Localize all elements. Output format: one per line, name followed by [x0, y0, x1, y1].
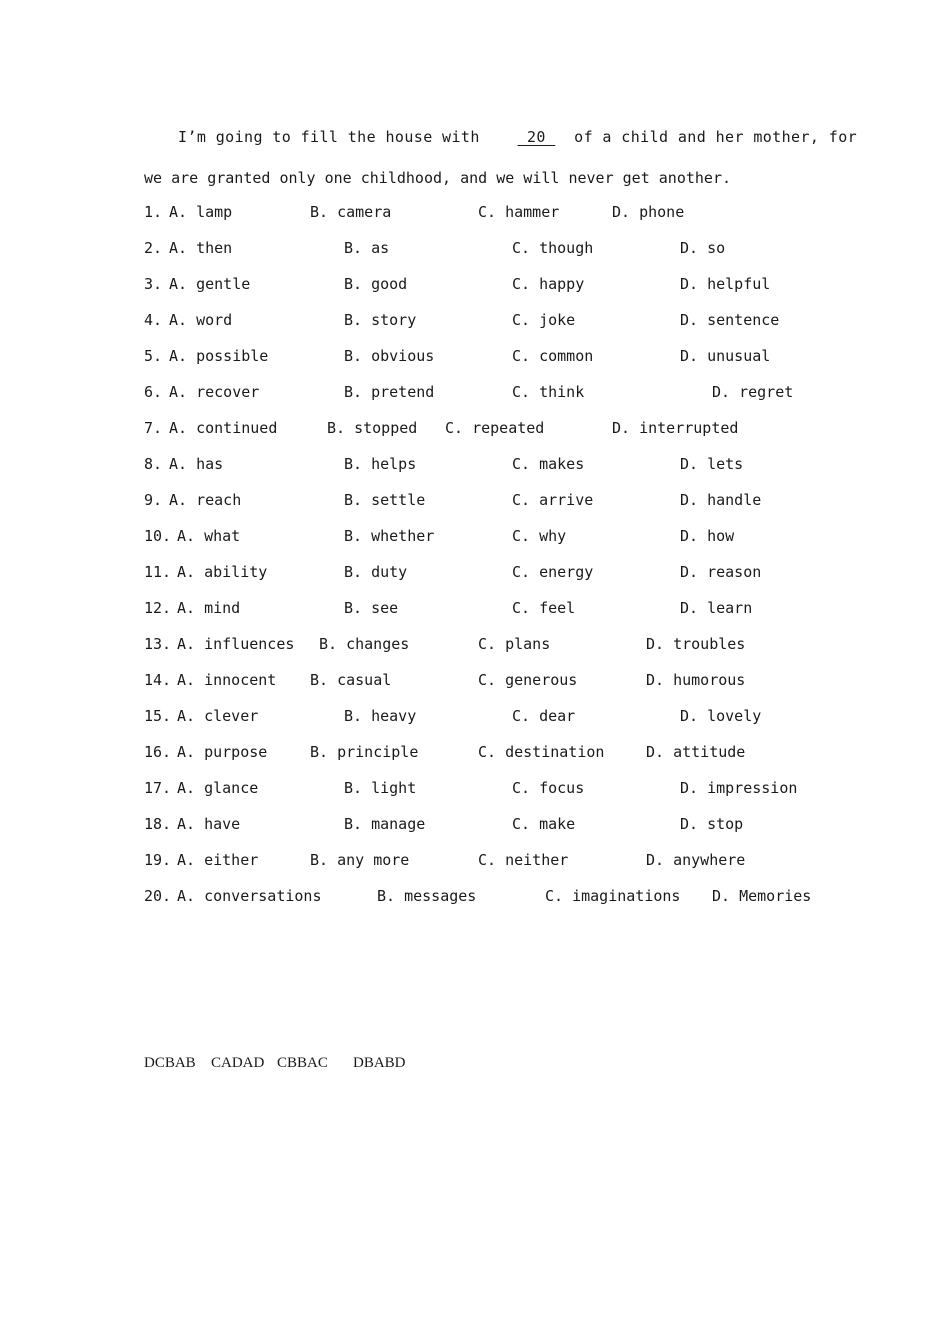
option-c: C. think [512, 383, 585, 401]
option-b: B. whether [344, 527, 435, 545]
option-b: B. casual [310, 671, 392, 689]
option-c: C. imaginations [545, 887, 681, 905]
question-number: 14. [144, 671, 172, 689]
option-b: B. pretend [344, 383, 435, 401]
question-number: 6. [144, 383, 163, 401]
option-b: B. camera [310, 203, 392, 221]
option-d: D. anywhere [646, 851, 746, 869]
question-number: 17. [144, 779, 172, 797]
option-a: A. influences [177, 635, 295, 653]
option-d: D. so [680, 239, 726, 257]
option-d: D. attitude [646, 743, 746, 761]
option-d: D. regret [712, 383, 794, 401]
option-d: D. lets [680, 455, 744, 473]
question-number: 9. [144, 491, 163, 509]
option-a: A. ability [177, 563, 268, 581]
option-a: A. lamp [169, 203, 233, 221]
option-a: A. have [177, 815, 241, 833]
option-d: D. reason [680, 563, 762, 581]
option-a: A. possible [169, 347, 269, 365]
option-b: B. stopped [327, 419, 418, 437]
option-c: C. makes [512, 455, 585, 473]
option-c: C. make [512, 815, 576, 833]
option-a: A. mind [177, 599, 241, 617]
option-d: D. how [680, 527, 735, 545]
option-a: A. glance [177, 779, 259, 797]
question-number: 15. [144, 707, 172, 725]
answer-group-2: CADAD [211, 1055, 265, 1071]
option-d: D. stop [680, 815, 744, 833]
question-number: 20. [144, 887, 172, 905]
option-c: C. though [512, 239, 594, 257]
option-b: B. story [344, 311, 417, 329]
option-d: D. impression [680, 779, 798, 797]
blank-20: 20 [517, 128, 556, 146]
option-b: B. manage [344, 815, 426, 833]
option-d: D. interrupted [612, 419, 739, 437]
option-d: D. unusual [680, 347, 771, 365]
question-number: 8. [144, 455, 163, 473]
option-d: D. Memories [712, 887, 812, 905]
option-c: C. energy [512, 563, 594, 581]
option-b: B. helps [344, 455, 417, 473]
option-a: A. word [169, 311, 233, 329]
question-number: 11. [144, 563, 172, 581]
option-c: C. neither [478, 851, 569, 869]
question-number: 7. [144, 419, 163, 437]
passage-line-1 [178, 127, 857, 147]
option-a: A. gentle [169, 275, 251, 293]
option-a: A. has [169, 455, 224, 473]
option-b: B. messages [377, 887, 477, 905]
option-b: B. any more [310, 851, 410, 869]
question-number: 10. [144, 527, 172, 545]
option-a: A. what [177, 527, 241, 545]
option-c: C. generous [478, 671, 578, 689]
question-number: 1. [144, 203, 163, 221]
option-d: D. helpful [680, 275, 771, 293]
option-a: A. conversations [177, 887, 322, 905]
option-b: B. settle [344, 491, 426, 509]
option-a: A. then [169, 239, 233, 257]
option-d: D. lovely [680, 707, 762, 725]
option-a: A. clever [177, 707, 259, 725]
question-number: 18. [144, 815, 172, 833]
option-b: B. good [344, 275, 408, 293]
option-d: D. learn [680, 599, 753, 617]
answer-group-3: CBBAC [277, 1055, 328, 1071]
question-number: 19. [144, 851, 172, 869]
option-b: B. see [344, 599, 399, 617]
option-b: B. as [344, 239, 390, 257]
option-a: A. innocent [177, 671, 277, 689]
option-a: A. continued [169, 419, 278, 437]
option-c: C. why [512, 527, 567, 545]
option-c: C. dear [512, 707, 576, 725]
option-c: C. destination [478, 743, 605, 761]
passage-line-2: we are granted only one childhood, and we will never get another. [144, 169, 731, 187]
question-number: 13. [144, 635, 172, 653]
question-number: 4. [144, 311, 163, 329]
option-c: C. arrive [512, 491, 594, 509]
option-b: B. heavy [344, 707, 417, 725]
question-number: 12. [144, 599, 172, 617]
option-d: D. sentence [680, 311, 780, 329]
option-b: B. duty [344, 563, 408, 581]
option-a: A. either [177, 851, 259, 869]
option-c: C. focus [512, 779, 585, 797]
option-c: C. common [512, 347, 594, 365]
option-b: B. changes [319, 635, 410, 653]
option-c: C. repeated [445, 419, 545, 437]
passage-line-1-before: I’m going to fill the house with [178, 128, 480, 146]
option-b: B. principle [310, 743, 419, 761]
option-c: C. plans [478, 635, 551, 653]
option-d: D. phone [612, 203, 685, 221]
option-a: A. reach [169, 491, 242, 509]
question-number: 16. [144, 743, 172, 761]
question-number: 5. [144, 347, 163, 365]
answer-group-1: DCBAB [144, 1055, 196, 1071]
option-a: A. recover [169, 383, 260, 401]
answer-key [144, 1055, 406, 1157]
question-number: 2. [144, 239, 163, 257]
option-d: D. handle [680, 491, 762, 509]
option-c: C. happy [512, 275, 585, 293]
option-c: C. joke [512, 311, 576, 329]
option-d: D. humorous [646, 671, 746, 689]
option-b: B. light [344, 779, 417, 797]
option-b: B. obvious [344, 347, 435, 365]
option-a: A. purpose [177, 743, 268, 761]
answer-group-4: DBABD [353, 1055, 406, 1071]
option-d: D. troubles [646, 635, 746, 653]
question-number: 3. [144, 275, 163, 293]
passage-line-1-after: of a child and her mother, for [574, 128, 858, 146]
option-c: C. feel [512, 599, 576, 617]
option-c: C. hammer [478, 203, 560, 221]
